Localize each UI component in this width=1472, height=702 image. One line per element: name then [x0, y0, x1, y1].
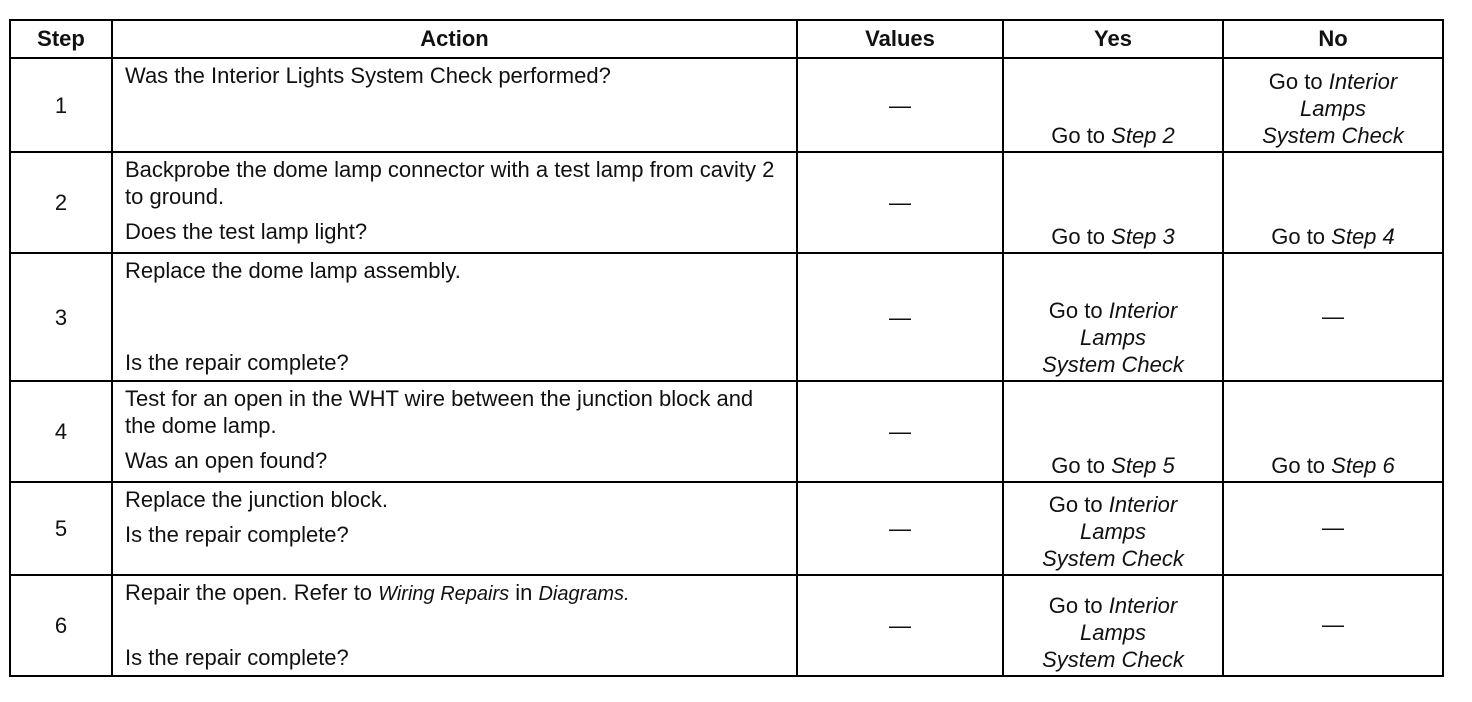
- action-text: [125, 579, 786, 608]
- value-dash: —: [889, 190, 911, 215]
- yes-cell: [1003, 253, 1223, 381]
- table-row: [10, 381, 1443, 482]
- yes-prefix: Go to: [1048, 492, 1109, 517]
- yes-prefix: Go to: [1048, 593, 1109, 618]
- step-number: 3: [10, 253, 112, 381]
- wiring-repairs-link[interactable]: Wiring Repairs: [378, 583, 510, 605]
- no-dash: —: [1322, 515, 1344, 540]
- no-link-line[interactable]: Interior: [1328, 69, 1398, 94]
- action-question: Does the test lamp light?: [125, 219, 368, 244]
- yes-prefix: Go to: [1051, 123, 1112, 148]
- diagnostic-table: [9, 19, 1444, 677]
- header-values: Values: [797, 20, 1003, 58]
- action-text: Replace the junction block.: [125, 487, 388, 512]
- no-prefix: Go to: [1271, 224, 1332, 249]
- yes-link-line[interactable]: Lamps: [1079, 325, 1147, 350]
- action-text: Backprobe the dome lamp connector with a test lamp from cavity 2 to ground.: [125, 157, 775, 209]
- no-cell: [1223, 58, 1443, 152]
- header-yes: Yes: [1003, 20, 1223, 58]
- no-cell: [1223, 381, 1443, 482]
- header-action: Action: [112, 20, 797, 58]
- value-dash: —: [889, 613, 911, 638]
- header-no: No: [1223, 20, 1443, 58]
- values-cell: [797, 152, 1003, 253]
- values-cell: [797, 575, 1003, 676]
- step-number: 1: [10, 58, 112, 152]
- action-question: Is the repair complete?: [125, 350, 349, 375]
- yes-cell: [1003, 58, 1223, 152]
- action-question: Is the repair complete?: [125, 645, 349, 670]
- table-row: [10, 58, 1443, 152]
- no-dash: —: [1322, 303, 1344, 329]
- values-cell: [797, 253, 1003, 381]
- no-cell: [1223, 482, 1443, 575]
- value-dash: —: [889, 419, 911, 444]
- yes-link-line[interactable]: Interior: [1108, 298, 1178, 323]
- diagrams-link[interactable]: Diagrams.: [538, 583, 630, 605]
- no-cell: [1223, 152, 1443, 253]
- action-question: Was an open found?: [125, 448, 328, 473]
- yes-link[interactable]: Step 5: [1111, 453, 1175, 478]
- step-number: 5: [10, 482, 112, 575]
- yes-cell: [1003, 152, 1223, 253]
- yes-link-line[interactable]: System Check: [1042, 647, 1184, 672]
- yes-cell: [1003, 381, 1223, 482]
- yes-link-line[interactable]: System Check: [1042, 546, 1184, 571]
- values-cell: [797, 381, 1003, 482]
- no-cell: [1223, 575, 1443, 676]
- table-row: [10, 253, 1443, 381]
- values-cell: [797, 58, 1003, 152]
- yes-link-line[interactable]: Lamps: [1079, 620, 1147, 645]
- no-link[interactable]: Step 4: [1331, 224, 1395, 249]
- yes-cell: [1003, 482, 1223, 575]
- yes-link[interactable]: Step 2: [1111, 123, 1175, 148]
- yes-prefix: Go to: [1048, 298, 1109, 323]
- no-link-line[interactable]: System Check: [1262, 123, 1404, 148]
- no-link-line[interactable]: Lamps: [1299, 96, 1367, 121]
- action-cell: [112, 482, 797, 575]
- yes-link-line[interactable]: System Check: [1042, 352, 1184, 377]
- no-prefix: Go to: [1271, 453, 1332, 478]
- yes-link-line[interactable]: Interior: [1108, 492, 1178, 517]
- step-number: 4: [10, 381, 112, 482]
- yes-cell: [1003, 575, 1223, 676]
- header-step: Step: [10, 20, 112, 58]
- yes-link-line[interactable]: Lamps: [1079, 519, 1147, 544]
- value-dash: —: [889, 516, 911, 541]
- no-prefix: Go to: [1268, 69, 1329, 94]
- action-cell: [112, 575, 797, 676]
- action-text: Replace the dome lamp assembly.: [125, 258, 461, 283]
- yes-prefix: Go to: [1051, 224, 1112, 249]
- yes-link[interactable]: Step 3: [1111, 224, 1175, 249]
- step-number: 2: [10, 152, 112, 253]
- action-cell: [112, 381, 797, 482]
- action-text-part: in: [509, 580, 539, 605]
- yes-prefix: Go to: [1051, 453, 1112, 478]
- value-dash: —: [889, 92, 911, 118]
- action-text: Test for an open in the WHT wire between the junction block and the dome lamp.: [125, 386, 754, 438]
- action-cell: [112, 58, 797, 152]
- action-cell: [112, 152, 797, 253]
- step-number: 6: [10, 575, 112, 676]
- table-row: [10, 482, 1443, 575]
- values-cell: [797, 482, 1003, 575]
- no-cell: [1223, 253, 1443, 381]
- action-question: Is the repair complete?: [125, 522, 349, 547]
- value-dash: —: [889, 304, 911, 330]
- header-row: [10, 20, 1443, 58]
- yes-link-line[interactable]: Interior: [1108, 593, 1178, 618]
- action-text: Was the Interior Lights System Check performed?: [125, 63, 611, 88]
- action-cell: [112, 253, 797, 381]
- no-dash: —: [1322, 612, 1344, 637]
- table-row: [10, 152, 1443, 253]
- table-row: [10, 575, 1443, 676]
- no-link[interactable]: Step 6: [1331, 453, 1395, 478]
- action-text-part: Repair the open. Refer to: [125, 580, 379, 605]
